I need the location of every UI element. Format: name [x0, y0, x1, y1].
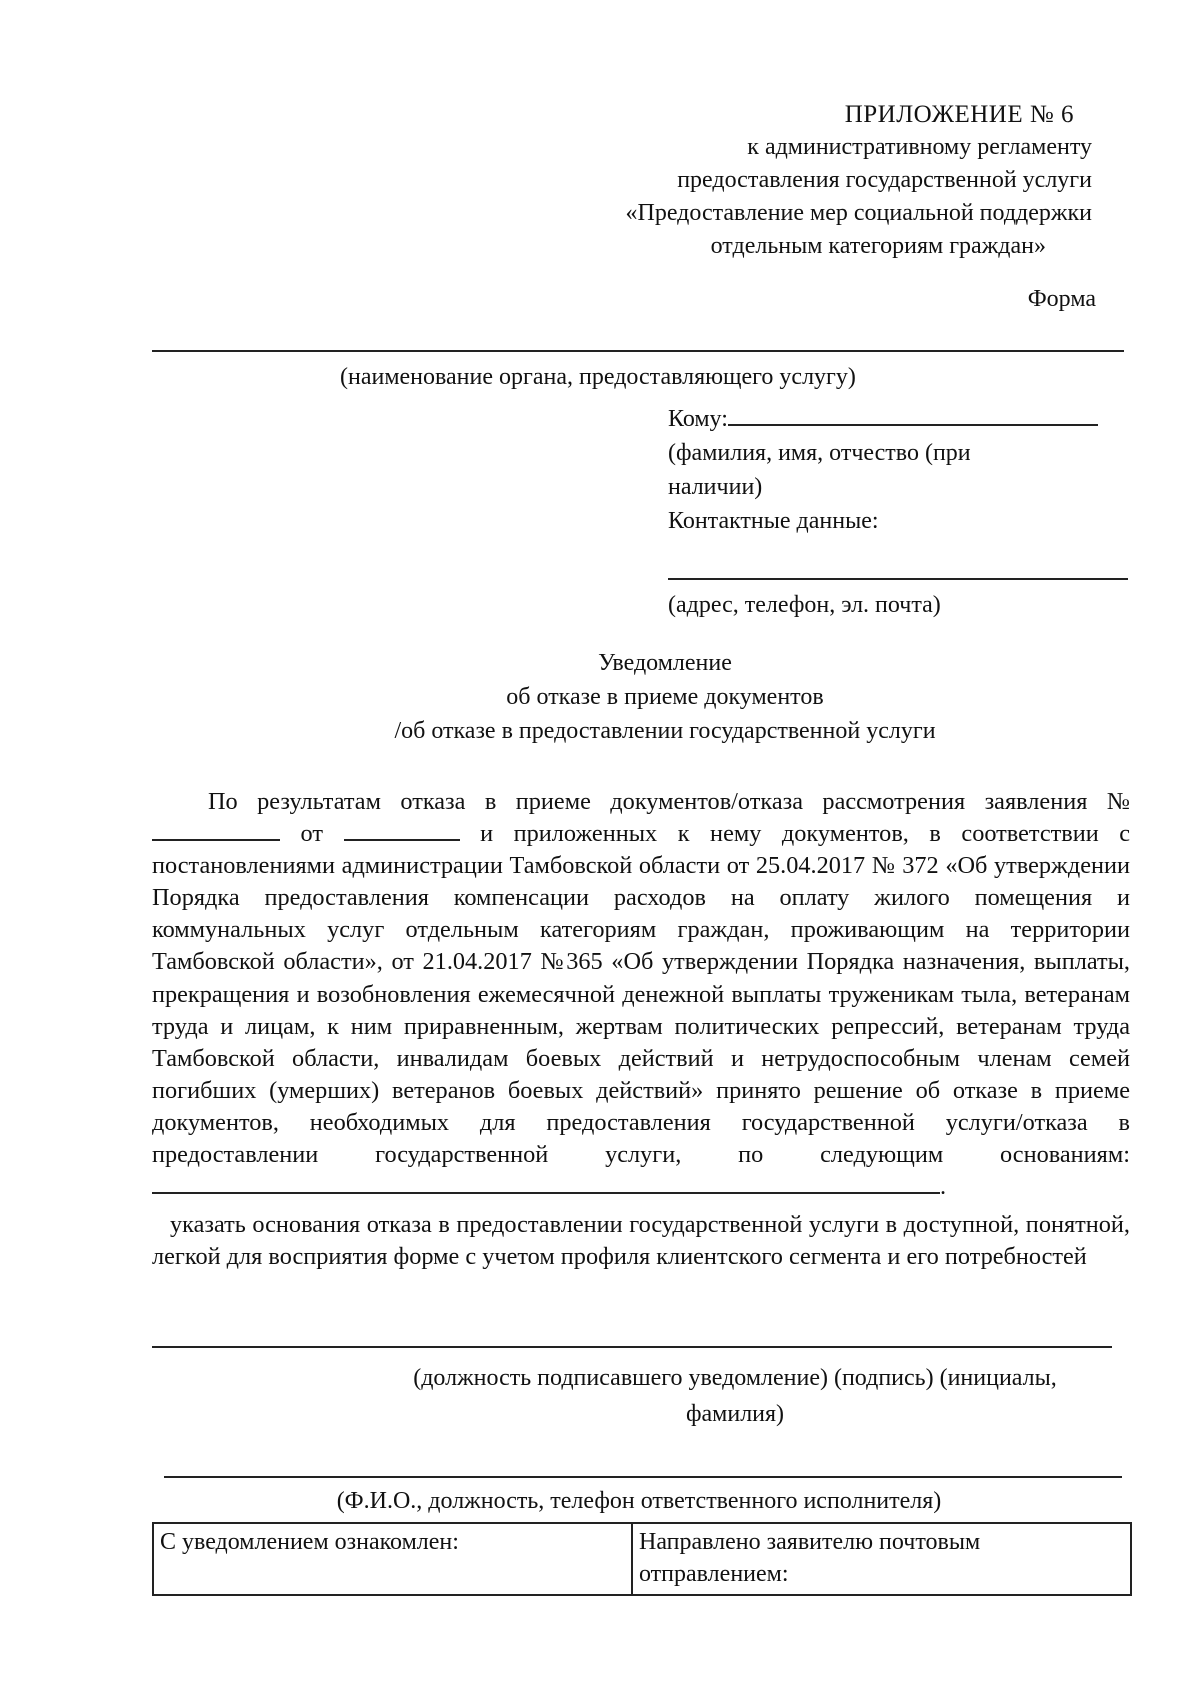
organ-name-caption: (наименование органа, предоставляющего услугу): [340, 364, 856, 390]
appendix-line-4: отдельным категориям граждан»: [710, 233, 1046, 259]
acknowledged-cell: С уведомлением ознакомлен:: [153, 1523, 632, 1595]
notice-body: [152, 786, 1130, 1273]
body-part-4: .: [940, 1173, 947, 1201]
application-date-blank: [344, 819, 460, 841]
form-label: Форма: [1027, 286, 1096, 312]
executor-line: [164, 1476, 1122, 1478]
recipient-fio-caption-2: наличии): [668, 474, 763, 500]
mailed-cell: [632, 1523, 1131, 1595]
recipient-to-row: [668, 402, 1128, 436]
notice-title-3: /об отказе в предоставлении государственной услуги: [394, 718, 936, 744]
organ-name-line: [152, 350, 1124, 352]
recipient-fio-caption-1: (фамилия, имя, отчество (при: [668, 440, 971, 466]
notice-title-2: об отказе в приеме документов: [506, 684, 824, 710]
recipient-contacts-label: Контактные данные:: [668, 508, 879, 534]
notice-body-paragraph: [152, 786, 1130, 1203]
appendix-title: ПРИЛОЖЕНИЕ № 6: [844, 101, 1074, 128]
mailed-cell-line-1: Направлено заявителю почтовым: [639, 1529, 981, 1555]
appendix-line-2: предоставления государственной услуги: [677, 167, 1092, 193]
recipient-block: [668, 402, 1128, 538]
signature-caption: [340, 1360, 1130, 1432]
executor-caption: (Ф.И.О., должность, телефон ответственного исполнителя): [336, 1488, 942, 1514]
recipient-to-label: Кому:: [668, 406, 728, 432]
mailed-cell-line-2: отправлением:: [639, 1561, 789, 1587]
acknowledgement-table: [152, 1522, 1132, 1596]
body-part-1: По результатам отказа в приеме документов/отказа рассмотрения заявления №: [208, 788, 1130, 815]
body-part-3: и приложенных к нему документов, в соответствии с постановлениями администрации Тамбовской области от 25.04.2017 № 372 «Об утверждении Порядка предоставления компенсации расходов на оплату жилого помещения и коммунальных услуг отдельным категориям граждан, проживающим на территории Тамбовской области», от 21.04.2017 №365 «Об утверждении Порядка назначения, выплаты, прекращения и возобновления ежемесячной денежной выплаты труженикам тыла, ветеранам труда и лицам, к ним приравненным, жертвам политических репрессий, ветеранам труда Тамбовской области, инвалидам боевых действий и нетрудоспособным членам семей погибших (умерших) ветеранов боевых действий» принято решение об отказе в приеме документов, необходимых для предоставления государственной услуги/отказа в предоставлении государственной услуги, по следующим основаниям:: [152, 820, 1131, 1169]
appendix-header: [625, 98, 1092, 263]
table-row: [153, 1523, 1131, 1595]
application-number-blank: [152, 819, 280, 841]
appendix-line-3: «Предоставление мер социальной поддержки: [625, 200, 1092, 226]
recipient-to-blank: [728, 402, 1098, 426]
refusal-reasons-blank: [152, 1172, 940, 1194]
notice-title-1: Уведомление: [598, 650, 732, 676]
appendix-line-1: к административному регламенту: [747, 134, 1092, 160]
recipient-contacts-line: [668, 578, 1128, 580]
notice-title: [0, 646, 1200, 748]
body-part-2: от: [300, 820, 323, 848]
signature-caption-2: фамилия): [685, 1401, 785, 1427]
signature-caption-1: (должность подписавшего уведомление) (подпись) (инициалы,: [413, 1365, 1057, 1391]
refusal-reason-note: указать основания отказа в предоставлении государственной услуги в доступной, понятной, легкой для восприятия форме с учетом профиля клиентского сегмента и его потребностей: [152, 1211, 1130, 1271]
recipient-contacts-caption: (адрес, телефон, эл. почта): [668, 592, 941, 618]
signature-line: [152, 1346, 1112, 1348]
